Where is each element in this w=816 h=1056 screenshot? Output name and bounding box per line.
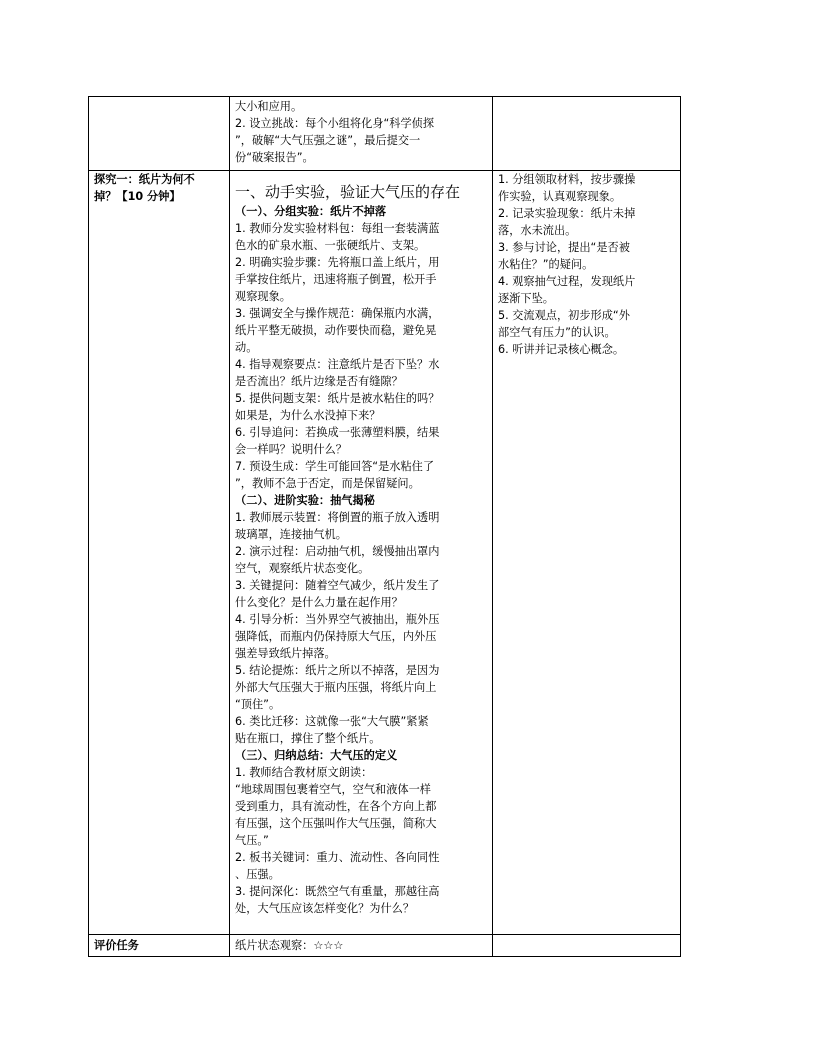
text-line: 贴在瓶口，撑住了整个纸片。 <box>235 732 381 745</box>
text-line: 气压。” <box>235 834 269 847</box>
text-line: 手掌按住纸片，迅速将瓶子倒置，松开手 <box>235 273 437 286</box>
text-line: 观察现象。 <box>235 290 291 303</box>
row-top-label-cell <box>89 97 230 171</box>
student-activity-list <box>498 171 675 358</box>
text-line: 受到重力，具有流动性，在各个方向上都 <box>235 800 437 813</box>
row-top-content-cell <box>230 97 493 171</box>
text-line: 3. 参与讨论，提出“是否被 <box>498 241 630 254</box>
text-line: 2. 设立挑战：每个小组将化身“科学侦探 <box>235 117 435 130</box>
text-line: 2. 演示过程：启动抽气机，缓慢抽出罩内 <box>235 545 440 558</box>
section-title: 一、动手实验，验证大气压的存在 <box>235 183 461 201</box>
stage-label-line: 探究一：纸片为何不 <box>94 173 195 186</box>
text-line: 会一样吗？说明什么？ <box>235 443 347 456</box>
text-line: 6. 引导追问：若换成一张薄塑料膜，结果 <box>235 426 440 439</box>
text-line: 玻璃罩，连接抽气机。 <box>235 528 347 541</box>
text-line: 纸片平整无破损，动作要快而稳，避免晃 <box>235 324 437 337</box>
table-row <box>89 935 681 957</box>
text-line: 3. 关键提问：随着空气减少，纸片发生了 <box>235 579 440 592</box>
text-line: 份“破案报告”。 <box>235 151 314 164</box>
text-line: “地球周围包裹着空气，空气和液体一样 <box>235 783 431 796</box>
text-line: 4. 指导观察要点：注意纸片是否下坠？水 <box>235 358 440 371</box>
table-row <box>89 97 681 171</box>
text-line: “顶住”。 <box>235 698 281 711</box>
subsection-title: （三）、归纳总结：大气压的定义 <box>235 749 398 762</box>
subsection-title: （二）、进阶实验：抽气揭秘 <box>235 494 375 507</box>
text-line: 7. 预设生成：学生可能回答“是水粘住了 <box>235 460 435 473</box>
eval-content-cell <box>230 935 493 957</box>
text-line: 有压强，这个压强叫作大气压强，简称大 <box>235 817 437 830</box>
text-line: 1. 教师分发实验材料包：每组一套装满蓝 <box>235 222 440 235</box>
text-line: 部空气有压力”的认识。 <box>498 326 616 339</box>
text-line: 如果是，为什么水没掉下来？ <box>235 409 381 422</box>
text-line: 外部大气压强大于瓶内压强，将纸片向上 <box>235 681 437 694</box>
text-line: ”，教师不急于否定，而是保留疑问。 <box>235 477 420 490</box>
table-row <box>89 171 681 935</box>
text-line: 5. 结论提炼：纸片之所以不掉落，是因为 <box>235 664 440 677</box>
eval-label: 评价任务 <box>94 939 139 952</box>
teacher-activity-list <box>235 203 487 917</box>
text-line: 4. 观察抽气过程，发现纸片 <box>498 275 636 288</box>
eval-label-cell <box>89 935 230 957</box>
text-line: 2. 记录实验现象：纸片未掉 <box>498 207 636 220</box>
text-line: 5. 交流观点，初步形成“外 <box>498 309 630 322</box>
text-line: 作实验，认真观察现象。 <box>498 190 622 203</box>
eval-empty-cell <box>493 935 681 957</box>
text-line: 3. 强调安全与操作规范：确保瓶内水满， <box>235 307 440 320</box>
text-line: 2. 板书关键词：重力、流动性、各向同性 <box>235 851 440 864</box>
text-line: 4. 引导分析：当外界空气被抽出，瓶外压 <box>235 613 440 626</box>
lesson-plan-table <box>88 96 681 957</box>
stage-label-line: 掉？【10 分钟】 <box>94 190 181 203</box>
text-line: 2. 明确实验步骤：先将瓶口盖上纸片，用 <box>235 256 440 269</box>
text-line: 是否流出？纸片边缘是否有缝隙？ <box>235 375 403 388</box>
text-line: 强降低，而瓶内仍保持原大气压，内外压 <box>235 630 437 643</box>
text-line: 水粘住？”的疑问。 <box>498 258 594 271</box>
eval-content: 纸片状态观察：☆☆☆ <box>235 939 344 952</box>
text-line: 3. 提问深化：既然空气有重量，那越往高 <box>235 885 440 898</box>
text-line: 落，水未流出。 <box>498 224 577 237</box>
text-line: 1. 分组领取材料，按步骤操 <box>498 173 636 186</box>
text-line: 5. 提供问题支架：纸片是被水粘住的吗？ <box>235 392 440 405</box>
row-main-student-cell <box>493 171 681 935</box>
text-line: 处，大气压应该怎样变化？为什么？ <box>235 902 415 915</box>
text-line: 什么变化？是什么力量在起作用？ <box>235 596 403 609</box>
text-line: 动。 <box>235 341 258 354</box>
subsection-title: （一）、分组实验：纸片不掉落 <box>235 205 387 218</box>
text-line: 色水的矿泉水瓶、一张硬纸片、支架。 <box>235 239 426 252</box>
row-main-content-cell <box>230 171 493 935</box>
text-line: 6. 类比迁移：这就像一张“大气膜”紧紧 <box>235 715 429 728</box>
row-top-activity-cell <box>493 97 681 171</box>
text-line: 大小和应用。 <box>235 100 303 113</box>
row-main-label-cell <box>89 171 230 935</box>
text-line: 1. 教师结合教材原文朗读： <box>235 766 373 779</box>
text-line: 1. 教师展示装置：将倒置的瓶子放入透明 <box>235 511 440 524</box>
text-line: 强差导致纸片掉落。 <box>235 647 336 660</box>
text-line: 逐渐下坠。 <box>498 292 554 305</box>
text-line: 、压强。 <box>235 868 280 881</box>
text-line: 6. 听讲并记录核心概念。 <box>498 343 625 356</box>
text-line: ”，破解“大气压强之谜”，最后提交一 <box>235 134 421 147</box>
text-line: 空气，观察纸片状态变化。 <box>235 562 370 575</box>
